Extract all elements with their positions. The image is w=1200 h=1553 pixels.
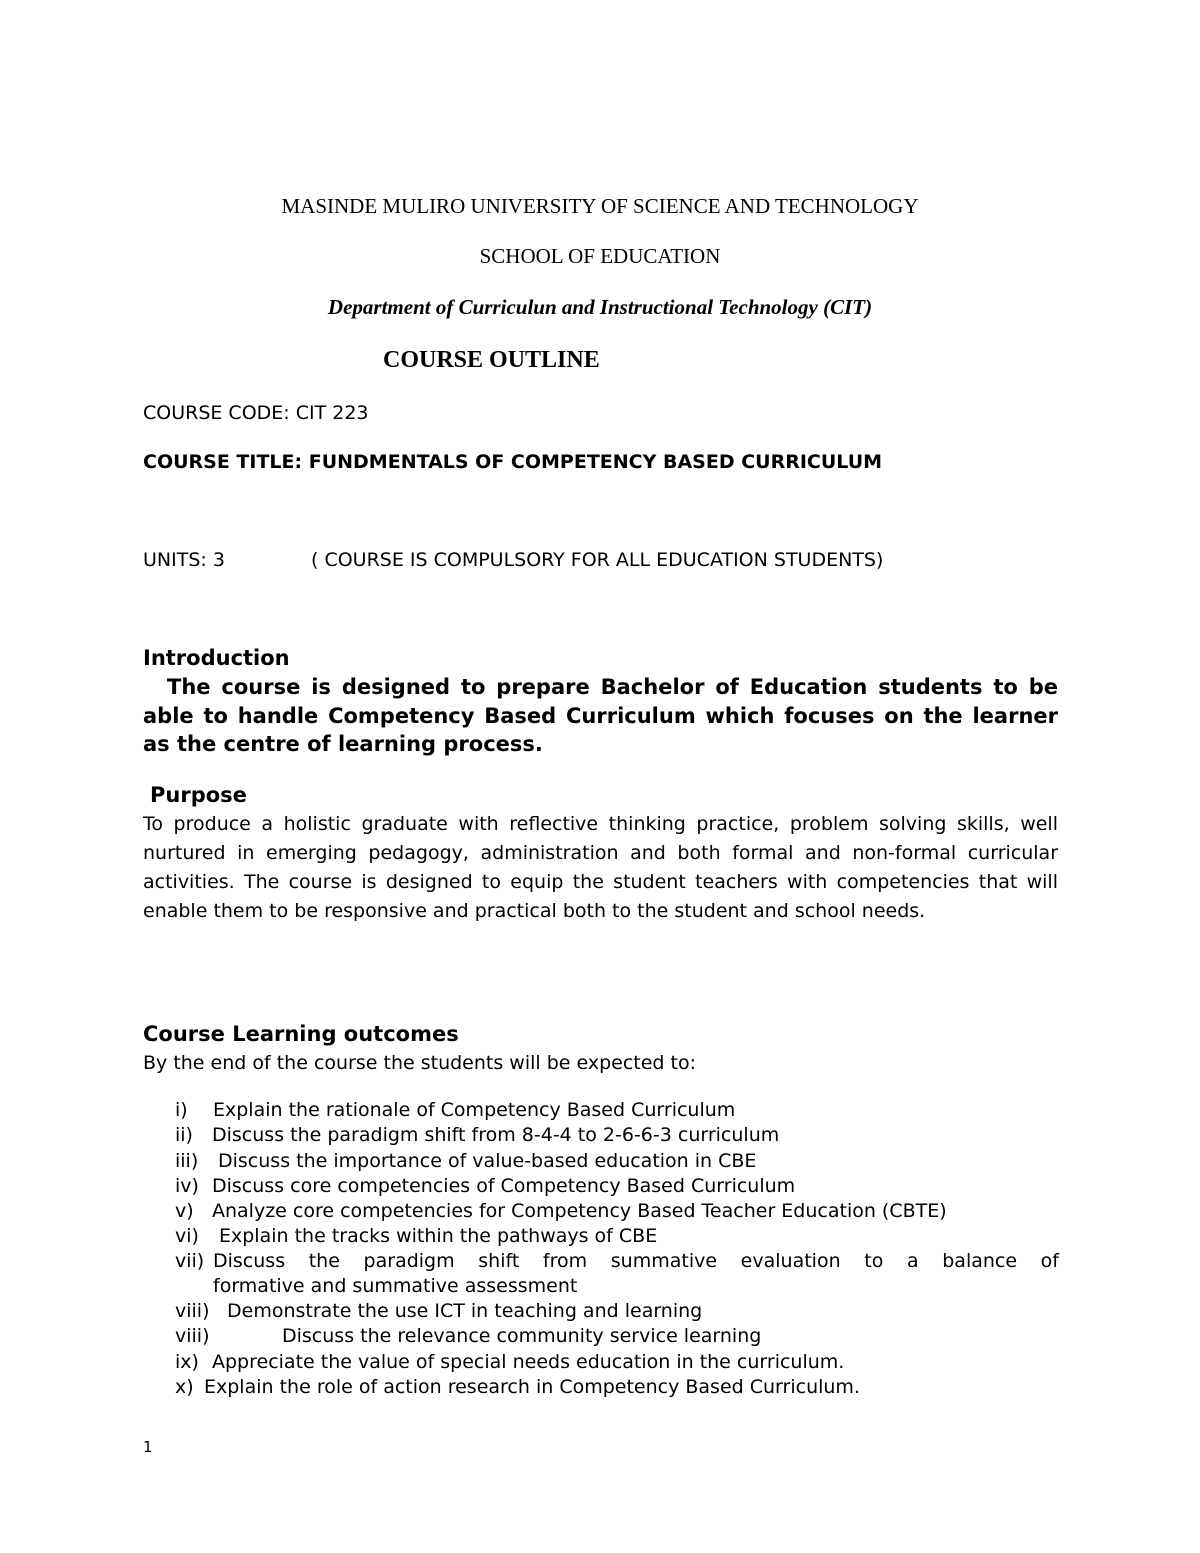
outcome-text: Demonstrate the use ICT in teaching and learning (227, 1300, 703, 1322)
school-name: SCHOOL OF EDUCATION (479, 244, 721, 268)
outcome-text: Explain the rationale of Competency Based Curriculum (213, 1099, 736, 1121)
outcome-text: formative and summative assessment (213, 1275, 578, 1297)
outcome-number: iv) (175, 1175, 199, 1197)
outcome-item (175, 1174, 1059, 1199)
outcome-number: iii) (175, 1150, 199, 1172)
outcome-number: ix) (175, 1351, 199, 1373)
outcome-text: Discuss the paradigm shift from summative evaluation to a balance of (213, 1250, 1059, 1272)
outcome-item (175, 1199, 1059, 1224)
outcome-text: Appreciate the value of special needs education in the curriculum. (212, 1351, 845, 1373)
purpose-heading: Purpose (150, 783, 247, 807)
outcome-item (175, 1123, 1059, 1148)
course-code: COURSE CODE: CIT 223 (143, 402, 369, 424)
outcomes-heading: Course Learning outcomes (143, 1022, 459, 1046)
outcome-text: Discuss core competencies of Competency Based Curriculum (212, 1175, 796, 1197)
outcome-number: viii) (175, 1325, 210, 1347)
course-title: COURSE TITLE: FUNDMENTALS OF COMPETENCY BASED CURRICULUM (143, 451, 883, 473)
outcome-text: Explain the role of action research in Competency Based Curriculum. (204, 1376, 860, 1398)
outcome-item (175, 1299, 1059, 1324)
outcome-number: i) (175, 1099, 188, 1121)
purpose-paragraph: To produce a holistic graduate with reflective thinking practice, problem solving skills, well nurtured in emerging pedagogy, administration and both formal and non-formal curricular activities. The course is designed to equip the student teachers with competencies that will enable them to be responsive and practical both to the student and school needs. (143, 813, 1058, 922)
outcome-item (175, 1149, 1059, 1174)
outcome-item-continuation (175, 1274, 1059, 1299)
document-title: COURSE OUTLINE (383, 347, 600, 373)
outcome-item (175, 1249, 1059, 1274)
course-units-note: ( COURSE IS COMPULSORY FOR ALL EDUCATION STUDENTS) (311, 549, 884, 571)
introduction-heading: Introduction (143, 646, 290, 670)
outcome-item (175, 1098, 1059, 1123)
outcome-item (175, 1350, 1059, 1375)
outcome-text: Discuss the paradigm shift from 8-4-4 to 2-6-6-3 curriculum (212, 1124, 780, 1146)
outcome-item (175, 1224, 1059, 1249)
outcome-item (175, 1324, 1059, 1349)
outcome-text: Discuss the relevance community service learning (282, 1325, 762, 1347)
outcome-number: x) (175, 1376, 194, 1398)
outcome-text: Analyze core competencies for Competency Based Teacher Education (CBTE) (212, 1200, 947, 1222)
outcome-text: Explain the tracks within the pathways of CBE (219, 1225, 658, 1247)
introduction-paragraph: The course is designed to prepare Bachelor of Education students to be able to handle Competency Based Curriculum which focuses on the learner as the centre of learning process. (143, 675, 1058, 756)
outcome-number: viii) (175, 1300, 210, 1322)
outcome-number: vi) (175, 1225, 199, 1247)
department-name: Department of Curriculun and Instructional Technology (CIT) (327, 295, 873, 319)
page-number: 1 (143, 1438, 153, 1456)
outcome-number: ii) (175, 1124, 193, 1146)
outcome-number: vii) (175, 1250, 205, 1272)
outcome-text: Discuss the importance of value-based education in CBE (218, 1150, 757, 1172)
outcome-item (175, 1375, 1059, 1400)
outcome-number: v) (175, 1200, 194, 1222)
course-units: UNITS: 3 (143, 549, 225, 571)
university-name: MASINDE MULIRO UNIVERSITY OF SCIENCE AND TECHNOLOGY (281, 194, 919, 218)
outcomes-intro: By the end of the course the students will be expected to: (143, 1052, 697, 1074)
